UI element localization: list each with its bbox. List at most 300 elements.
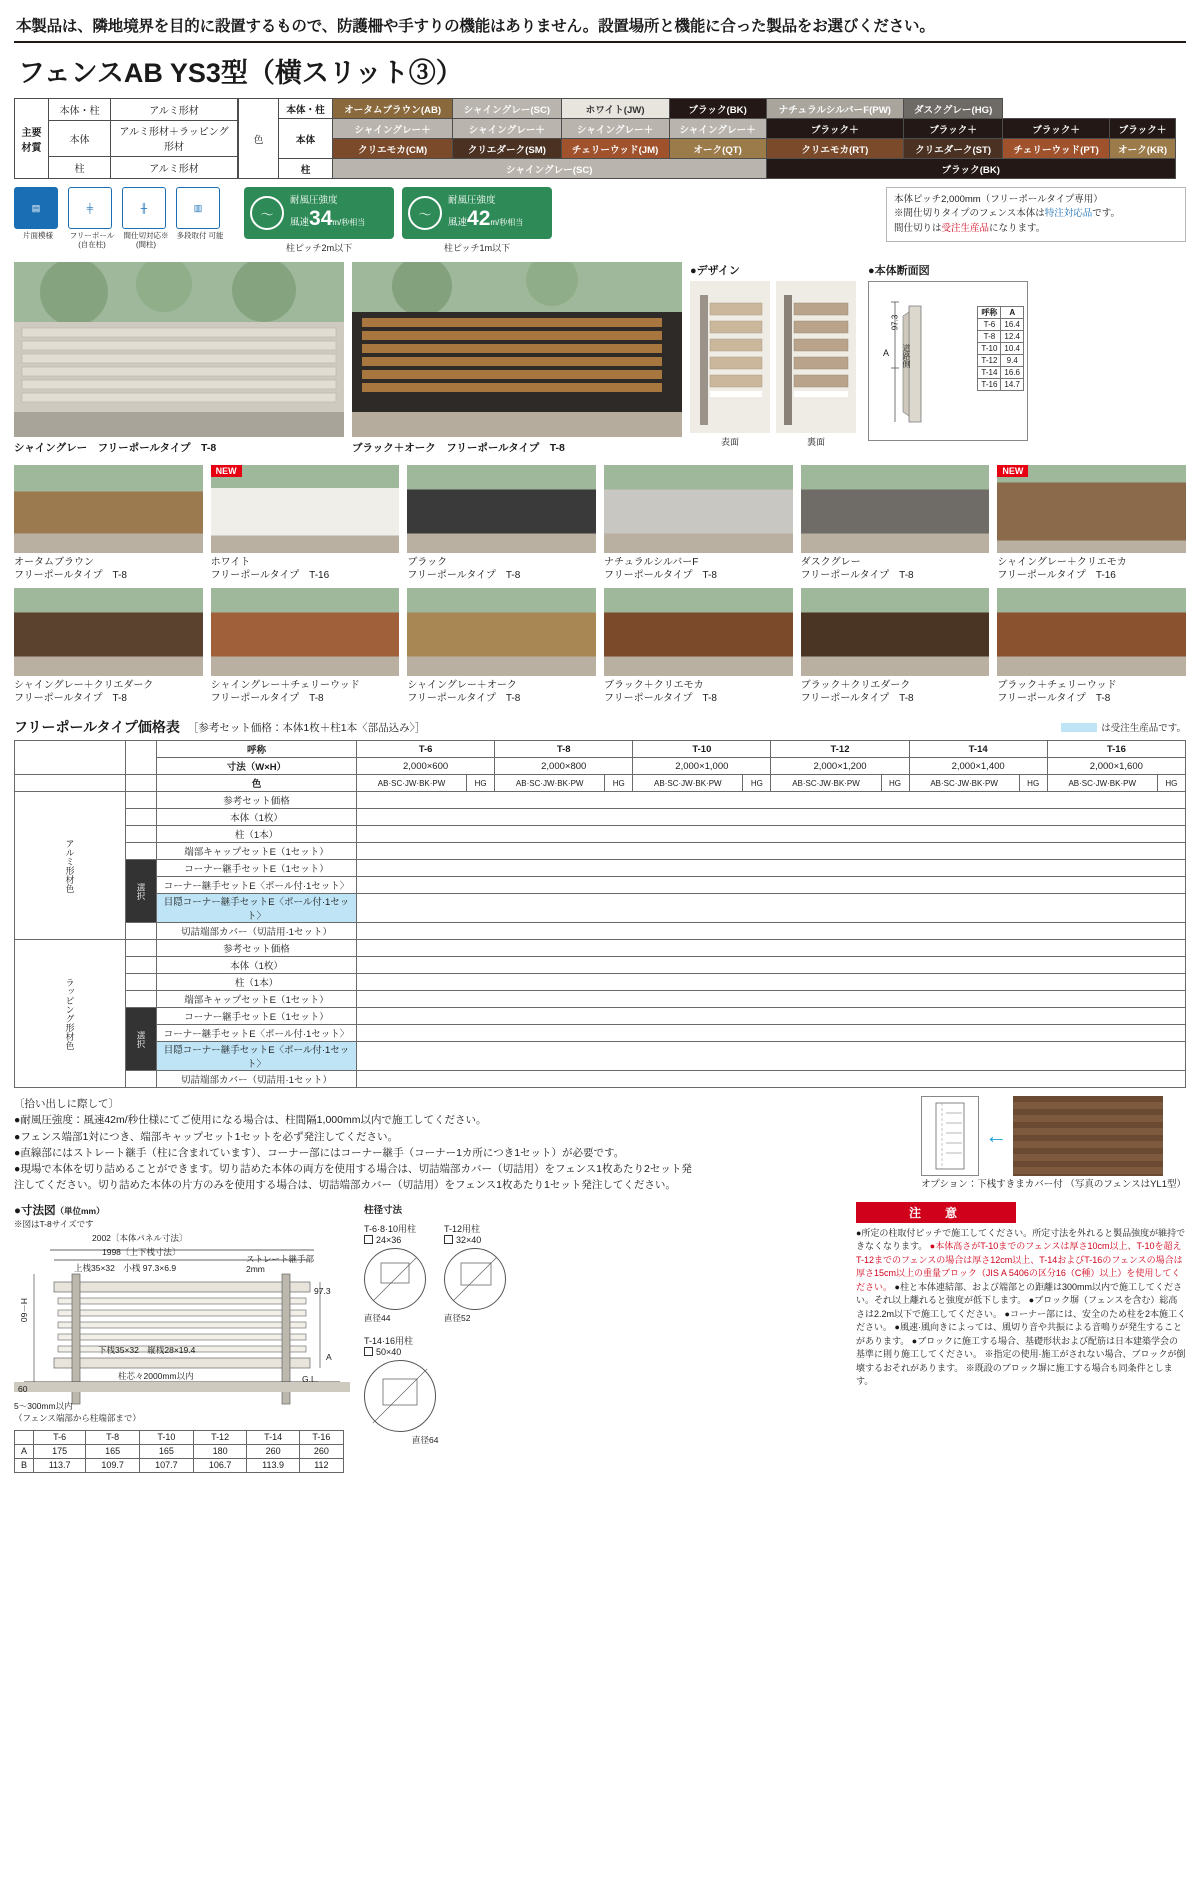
variation-name-4: ダスクグレー — [800, 557, 861, 568]
post-col — [364, 1202, 634, 1473]
post-circle-svg-2 — [365, 1361, 435, 1431]
post-size-2: 50×40 — [376, 1346, 402, 1357]
price-col-head-4: T-12 — [771, 741, 909, 758]
color-swatch-hg: ダスクグレー(HG) — [904, 99, 1003, 119]
variation-cell-2 — [407, 465, 596, 582]
variation-name-10: ブラック＋クリエダーク — [800, 680, 911, 691]
option-drawing-svg — [922, 1097, 978, 1175]
body-top-1: シャイングレー＋ — [453, 119, 561, 139]
post-label-2: T-14·16用柱 — [364, 1335, 414, 1346]
variation-image-2 — [407, 465, 596, 553]
dimension-center-label: 柱芯々2000mm以内 — [118, 1370, 194, 1381]
design-back-label: 裏面 — [806, 437, 825, 447]
variation-type-1: フリーポールタイプ T-16 — [210, 570, 330, 581]
caution-item-4: ●コーナー部には、安全のため柱を2本施工ください。 — [856, 1308, 1186, 1333]
section-table — [977, 306, 1024, 391]
option-col — [921, 1096, 1186, 1194]
post-row-1 — [364, 1334, 634, 1446]
price-sub-r1: HG — [605, 775, 633, 792]
new-badge-1: NEW — [211, 465, 242, 477]
wind-col-1 — [402, 187, 552, 254]
variation-cell-9 — [604, 588, 793, 705]
body-bottom-7: オーク(KR) — [1110, 139, 1176, 159]
price-g1-row-7: 切詰端部カバー（切詰用·1セット） — [157, 923, 357, 940]
price-g2-blank-7 — [126, 1071, 157, 1088]
dimension-depth2-label: （フェンス端部から柱端部まで） — [14, 1412, 141, 1423]
dimension-upper-label: 上桟35×32 小桟 97.3×6.9 — [74, 1262, 177, 1273]
post-square-icon-2 — [364, 1347, 373, 1356]
variation-image-6 — [14, 588, 203, 676]
color-row-head-0: 本体・柱 — [279, 99, 333, 119]
dim-r0c5: 260 — [247, 1444, 299, 1458]
variation-cell-5 — [997, 465, 1186, 582]
feature-icon-3 — [176, 187, 224, 249]
variation-name-9: ブラック＋クリエモカ — [604, 680, 704, 691]
price-g2-vals-0 — [357, 940, 1186, 957]
option-photo — [1013, 1096, 1163, 1176]
price-sub-l2: AB·SC·JW·BK·PW — [633, 775, 743, 792]
section-r3c0: T-12 — [978, 355, 1001, 367]
price-g1-row-5: コーナー継手セットE〈ポール付·1セット〉 — [157, 877, 357, 894]
variation-cell-3 — [604, 465, 793, 582]
hero-item-1 — [352, 262, 682, 455]
price-col-head-5: T-14 — [909, 741, 1047, 758]
price-sub-r4: HG — [1019, 775, 1047, 792]
design-back-image — [776, 281, 856, 433]
price-g1-blank-0 — [126, 792, 157, 809]
wind-badge-1 — [402, 187, 552, 239]
legend-swatch — [1061, 723, 1097, 732]
section-r5c0: T-16 — [978, 379, 1001, 391]
dimension-inner-label: 1998〔上下桟寸法〕 — [102, 1246, 181, 1257]
dim-th-3: T-10 — [140, 1430, 194, 1444]
section-th-0: 呼称 — [978, 307, 1001, 319]
variation-type-0: フリーポールタイプ T-8 — [14, 570, 127, 581]
section-col — [868, 262, 1028, 441]
price-col-head-2: T-8 — [495, 741, 633, 758]
dimension-h-label: H－60 — [19, 1297, 29, 1322]
caution-head: 注 意 — [856, 1202, 1016, 1223]
section-figure — [868, 281, 1028, 441]
price-corner-1 — [15, 741, 126, 775]
price-g1-vals-5 — [357, 877, 1186, 894]
price-g2-vals-6 — [357, 1042, 1186, 1071]
price-g2-blank-0 — [126, 940, 157, 957]
price-g1-row-4: コーナー継手セットE（1セット） — [157, 860, 357, 877]
dimension-right-dim: 97.3 — [314, 1285, 331, 1296]
dimension-gl-label: G.L. — [302, 1373, 319, 1384]
variation-name-5: シャイングレー＋クリエモカ — [997, 557, 1127, 568]
price-g1-vals-0 — [357, 792, 1186, 809]
body-bottom-3: オーク(QT) — [669, 139, 766, 159]
post-color-left: シャイングレー(SC) — [333, 159, 767, 179]
body-bottom-2: チェリーウッド(JM) — [561, 139, 669, 159]
section-a-label: A — [883, 348, 890, 358]
price-g1-blank-7 — [126, 923, 157, 940]
price-table — [14, 740, 1186, 1088]
price-size-5: 2,000×1,600 — [1047, 758, 1185, 775]
feature-icon-1 — [68, 187, 116, 249]
variation-type-8: フリーポールタイプ T-8 — [407, 693, 521, 704]
variation-image-4 — [801, 465, 990, 553]
price-g2-select: 選択 — [126, 1008, 157, 1071]
legend-text: は受注生産品です。 — [1101, 723, 1186, 734]
post-dia-1: 直径52 — [444, 1312, 471, 1323]
price-g1-blank-3 — [126, 843, 157, 860]
dim-r0c4: 180 — [193, 1444, 247, 1458]
color-label: 色 — [239, 99, 279, 179]
price-sub-r3: HG — [881, 775, 909, 792]
price-size-4: 2,000×1,400 — [909, 758, 1047, 775]
partition-icon: ╫ — [122, 187, 166, 229]
option-photo-svg — [1013, 1096, 1163, 1176]
variation-type-3: フリーポールタイプ T-8 — [604, 570, 717, 581]
price-g2-blank-2 — [126, 974, 157, 991]
option-images — [921, 1096, 1186, 1176]
post-dia-0: 直径44 — [364, 1312, 391, 1323]
caution-item-7: ※指定の使用·施工がされない場合、ブロックが倒壊するおそれがあります。 — [856, 1349, 1186, 1373]
price-g2-vals-3 — [357, 991, 1186, 1008]
caution-body — [856, 1227, 1186, 1389]
dim-r1c1: 113.7 — [33, 1458, 85, 1472]
price-g2-row-1: 本体（1枚） — [157, 957, 357, 974]
dimension-drawing — [14, 1234, 354, 1424]
price-g1-blank-1 — [126, 809, 157, 826]
price-sub-l1: AB·SC·JW·BK·PW — [495, 775, 605, 792]
section-head: ●本体断面図 — [868, 265, 930, 277]
dimension-unit: （単位mm） — [55, 1205, 105, 1216]
variation-image-10 — [801, 588, 990, 676]
dim-r1c2: 109.7 — [86, 1458, 140, 1472]
price-group-1: アルミ形材色 — [15, 792, 126, 940]
price-sub-r0: HG — [467, 775, 495, 792]
spec-tables — [14, 98, 1186, 179]
color-row-head-1: 本体 — [279, 119, 333, 159]
wind-label-1: 耐風圧強度 — [448, 194, 496, 206]
hero-photo-svg-0 — [14, 262, 344, 437]
variation-name-8: シャイングレー＋オーク — [407, 680, 517, 691]
bullets-wrap — [14, 1096, 1186, 1194]
price-g2-vals-5 — [357, 1025, 1186, 1042]
post-square-icon-1 — [444, 1235, 453, 1244]
wind-resistance-group — [244, 187, 552, 254]
material-row-head-2: 柱 — [49, 156, 111, 178]
dim-r1c6: 112 — [299, 1458, 343, 1472]
pickup-bullets — [14, 1096, 694, 1194]
dimension-col — [14, 1202, 354, 1473]
wind-unit-0: m/秒 — [332, 218, 350, 228]
variation-name-6: シャイングレー＋クリエダーク — [14, 680, 154, 691]
wind-label-0: 耐風圧強度 — [290, 194, 338, 206]
option-caption: オプション：下桟すきまカバー付 （写真のフェンスはYL1型） — [921, 1179, 1186, 1190]
dim-r0c3: 165 — [140, 1444, 194, 1458]
body-top-6: ブラック＋ — [1003, 119, 1110, 139]
new-badge-5: NEW — [997, 465, 1028, 477]
variation-name-0: オータムブラウン — [14, 557, 94, 568]
dim-th-6: T-16 — [299, 1430, 343, 1444]
price-legend — [1061, 720, 1186, 734]
post-circle-svg-0 — [365, 1249, 425, 1309]
one-side-pattern-icon: ▤ — [14, 187, 58, 229]
hero-photo-svg-1 — [352, 262, 682, 437]
post-square-icon-0 — [364, 1235, 373, 1244]
design-back-svg — [776, 281, 856, 433]
design-front-svg — [690, 281, 770, 433]
variation-type-9: フリーポールタイプ T-8 — [604, 693, 717, 704]
option-drawing — [921, 1096, 979, 1176]
section-th-1: A — [1001, 307, 1024, 319]
post-circle-1 — [444, 1248, 506, 1310]
body-bottom-5: クリエダーク(ST) — [904, 139, 1003, 159]
price-sub-l4: AB·SC·JW·BK·PW — [909, 775, 1019, 792]
price-g1-row-1: 本体（1枚） — [157, 809, 357, 826]
hero-caption-1: ブラック＋オーク フリーポールタイプ T-8 — [352, 442, 565, 454]
variation-image-11 — [997, 588, 1186, 676]
body-bottom-1: クリエダーク(SM) — [453, 139, 561, 159]
variation-type-4: フリーポールタイプ T-8 — [800, 570, 914, 581]
body-bottom-6: チェリーウッド(PT) — [1003, 139, 1110, 159]
price-title: フリーポールタイプ価格表 — [14, 719, 180, 735]
wind-icon-0: 〜 — [250, 196, 284, 230]
hero-photo-shinegray — [14, 262, 344, 437]
dim-th-0 — [15, 1430, 34, 1444]
price-g2-row-3: 端部キャップセットE（1セット） — [157, 991, 357, 1008]
material-label: 主要材質 — [15, 99, 49, 179]
section-r1c0: T-8 — [978, 331, 1001, 343]
variation-cell-8 — [407, 588, 596, 705]
multi-step-icon: ▥ — [176, 187, 220, 229]
feature-icon-caption-1: フリーポール (自在柱) — [69, 231, 115, 249]
price-sub-r2: HG — [743, 775, 771, 792]
price-g1-vals-4 — [357, 860, 1186, 877]
wind-sub-0: 柱ピッチ2m以下 — [285, 243, 353, 253]
variation-name-3: ナチュラルシルバーF — [604, 557, 699, 568]
price-g2-vals-1 — [357, 957, 1186, 974]
bullets-head: 〔拾い出しに際して〕 — [14, 1098, 119, 1110]
price-corner-2 — [126, 741, 157, 775]
price-g1-row-0: 参考セット価格 — [157, 792, 357, 809]
price-g2-vals-4 — [357, 1008, 1186, 1025]
price-size-2: 2,000×1,000 — [633, 758, 771, 775]
wind-unit-1: m/秒 — [490, 218, 508, 228]
variation-type-7: フリーポールタイプ T-8 — [210, 693, 324, 704]
section-r3c1: 9.4 — [1001, 355, 1024, 367]
body-top-4: ブラック＋ — [766, 119, 904, 139]
caution-item-3: ●ブロック塀（フェンスを含む）総高さは2.2m以下で施工してください。 — [856, 1295, 1178, 1319]
post-circle-2 — [364, 1360, 436, 1432]
wind-prefix-1: 風速 — [448, 217, 468, 229]
design-head: ●デザイン — [690, 265, 740, 277]
pitch-note-line-2: 間仕切りは受注生産品になります。 — [894, 222, 1046, 234]
variation-image-0 — [14, 465, 203, 553]
design-front-image — [690, 281, 770, 433]
wind-prefix-0: 風速 — [290, 217, 310, 229]
hero-caption-0: シャイングレー フリーポールタイプ T-8 — [14, 442, 217, 454]
caution-item-2: ●柱と本体連結部、および端部との距離は300mm以内で施工してください。それ以上離れると強度が低下します。 — [856, 1281, 1182, 1306]
color-swatch-ab: オータムブラウン(AB) — [333, 99, 453, 119]
dimension-joint-text: ストレート継手部 — [246, 1253, 315, 1264]
price-g1-blank-2 — [126, 826, 157, 843]
price-g2-blank-1 — [126, 957, 157, 974]
dim-r1c4: 106.7 — [193, 1458, 247, 1472]
price-g1-row-2: 柱（1本） — [157, 826, 357, 843]
body-top-5: ブラック＋ — [904, 119, 1003, 139]
dimension-joint-label — [246, 1254, 324, 1274]
caution-item-8: ※既設のブロック塀に施工する場合も同条件とします。 — [856, 1362, 1173, 1387]
section-r5c1: 14.7 — [1001, 379, 1024, 391]
caution-item-1: ●本体高さがT-10までのフェンスは厚さ10cm以上、T-10を超えT-12までのフェンスの場合は厚さ12cm以上、T-14およびT-16のフェンスの場合は厚さ15cm以上の重量ブロック（JIS A 5406の区分16（C種）以上）を使用してください。 — [856, 1241, 1183, 1292]
body-top-0: シャイングレー＋ — [333, 119, 453, 139]
variation-grid — [14, 465, 1186, 705]
feature-icon-caption-0: 片面模様 — [23, 231, 53, 240]
pitch-note-line-0: 本体ピッチ2,000mm（フリーポールタイプ専用） — [894, 194, 1103, 205]
dim-r0c1: 175 — [33, 1444, 85, 1458]
arrow-icon: ← — [985, 1123, 1008, 1148]
price-g2-vals-2 — [357, 974, 1186, 991]
variation-name-11: ブラック＋チェリーウッド — [997, 680, 1117, 691]
post-item-0 — [364, 1222, 426, 1324]
post-size-0: 24×36 — [376, 1234, 402, 1245]
hero-item-0 — [14, 262, 344, 455]
variation-cell-10 — [801, 588, 990, 705]
bullet-1: ●フェンス端部1対につき、端部キャップセット1セットを必ず発注してください。 — [14, 1130, 398, 1143]
post-dia-2: 直径64 — [412, 1434, 439, 1445]
price-g2-row-6: 目隠コーナー継手セットE〈ポール付·1セット〉 — [157, 1042, 357, 1071]
feature-icon-caption-3: 多段取付 可能 — [176, 231, 224, 240]
bullet-0: ●耐風圧強度：風速42m/秒仕様にてご使用になる場合は、柱間隔1,000mm以内で施工してください。 — [14, 1114, 487, 1127]
post-circle-0 — [364, 1248, 426, 1310]
variation-image-7 — [211, 588, 400, 676]
bottom-section — [14, 1202, 1186, 1473]
free-pole-icon: ╪ — [68, 187, 112, 229]
dim-th-2: T-8 — [86, 1430, 140, 1444]
body-bottom-4: クリエモカ(RT) — [766, 139, 904, 159]
price-g1-vals-6 — [357, 894, 1186, 923]
price-header — [14, 717, 1186, 737]
dimension-head: ●寸法図 — [14, 1204, 56, 1217]
price-color-corner2 — [126, 775, 157, 792]
design-col — [690, 262, 860, 448]
bullet-3: ●現場で本体を切り詰めることができます。切り詰めた本体の両方を使用する場合は、切詰端部カバー（切詰用）をフェンス1枚あたり2セット発注してください。切り詰めた本体の片方のみを使用する場合は、切詰端部カバー（切詰用）をフェンス1枚あたり1セット発注してください。 — [14, 1163, 692, 1192]
price-g1-vals-2 — [357, 826, 1186, 843]
price-subtitle: ［参考セット価格：本体1枚＋柱1本〈部品込み〉］ — [187, 721, 426, 734]
price-col-head-0: 呼称 — [157, 741, 357, 758]
material-row-val-2: アルミ形材 — [111, 156, 238, 178]
dim-r0c6: 260 — [299, 1444, 343, 1458]
price-g1-vals-3 — [357, 843, 1186, 860]
variation-type-5: フリーポールタイプ T-16 — [997, 570, 1116, 581]
price-g2-row-0: 参考セット価格 — [157, 940, 357, 957]
price-color-label: 色 — [157, 775, 357, 792]
section-r4c0: T-14 — [978, 367, 1001, 379]
dimension-a-mark: A — [326, 1351, 332, 1362]
post-size-1: 32×40 — [456, 1234, 482, 1245]
pitch-note — [886, 187, 1186, 242]
wind-speed-1: 42 — [467, 207, 491, 231]
price-g1-row-6: 目隠コーナー継手セットE〈ポール付·1セット〉 — [157, 894, 357, 923]
color-swatch-jw: ホワイト(JW) — [561, 99, 669, 119]
price-color-corner — [15, 775, 126, 792]
price-g2-row-2: 柱（1本） — [157, 974, 357, 991]
wind-badge-0 — [244, 187, 394, 239]
section-dim-label: 97.3 — [890, 314, 900, 331]
variation-image-8 — [407, 588, 596, 676]
post-item-1 — [444, 1222, 506, 1324]
price-col-head-6: T-16 — [1047, 741, 1185, 758]
wind-speed-0: 34 — [309, 207, 333, 231]
price-sub-l0: AB·SC·JW·BK·PW — [357, 775, 467, 792]
price-g2-row-4: コーナー継手セットE（1セット） — [157, 1008, 357, 1025]
hero-row — [14, 262, 1186, 455]
design-front — [690, 281, 770, 448]
wind-text-0 — [290, 195, 365, 232]
feature-icon-2 — [122, 187, 170, 249]
price-g2-vals-7 — [357, 1071, 1186, 1088]
section-r0c0: T-6 — [978, 319, 1001, 331]
dimension-joint2-text: 2mm — [246, 1263, 265, 1274]
dim-r1c3: 107.7 — [140, 1458, 194, 1472]
dim-r0c0: A — [15, 1444, 34, 1458]
variation-name-7: シャイングレー＋チェリーウッド — [210, 680, 360, 691]
dimension-panel-label: 2002〔本体パネル寸法〕 — [92, 1232, 188, 1243]
variation-type-10: フリーポールタイプ T-8 — [800, 693, 914, 704]
caution-item-0: ●所定の柱取付ピッチで施工してください。所定寸法を外れると製品強度が維持できなくなります。 — [856, 1227, 1186, 1252]
caution-item-6: ●ブロックに施工する場合、基礎形状および配筋は日本建築学会の基準に則り施工してください。 — [856, 1335, 1179, 1360]
material-row-head-0: 本体・柱 — [49, 99, 111, 121]
price-sub-l3: AB·SC·JW·BK·PW — [771, 775, 881, 792]
bullet-2: ●直線部にはストレート継手（柱に含まれています）、コーナー部にはコーナー継手（コーナー1カ所につき1セット）が必要です。 — [14, 1146, 625, 1159]
body-bottom-0: クリエモカ(CM) — [333, 139, 453, 159]
header-divider — [14, 41, 1186, 43]
price-group-2: ラッピング形材色 — [15, 940, 126, 1088]
dim-th-5: T-14 — [247, 1430, 299, 1444]
post-row-0 — [364, 1222, 634, 1324]
wind-icon-1: 〜 — [408, 196, 442, 230]
dim-th-4: T-12 — [193, 1430, 247, 1444]
price-g1-vals-1 — [357, 809, 1186, 826]
section-r4c1: 16.6 — [1001, 367, 1024, 379]
price-g2-blank-3 — [126, 991, 157, 1008]
variation-name-1: ホワイト — [210, 557, 251, 568]
post-label-1: T-12用柱 — [444, 1223, 481, 1234]
color-swatch-sc: シャイングレー(SC) — [453, 99, 561, 119]
body-top-2: シャイングレー＋ — [561, 119, 669, 139]
dimension-note: ※図はT-8サイズです — [14, 1218, 94, 1229]
price-g1-select: 選択 — [126, 860, 157, 923]
price-size-1: 2,000×800 — [495, 758, 633, 775]
design-images — [690, 281, 860, 448]
price-col-head-1: T-6 — [357, 741, 495, 758]
section-road-label: 道路側 — [902, 344, 911, 368]
section-r2c0: T-10 — [978, 343, 1001, 355]
post-label-0: T-6·8·10用柱 — [364, 1223, 417, 1234]
section-r0c1: 16.4 — [1001, 319, 1024, 331]
variation-cell-0 — [14, 465, 203, 582]
price-sub-l5: AB·SC·JW·BK·PW — [1047, 775, 1157, 792]
design-back — [776, 281, 856, 448]
price-g2-row-7: 切詰端部カバー（切詰用·1セット） — [157, 1071, 357, 1088]
wind-sub-1: 柱ピッチ1m以下 — [443, 243, 511, 253]
wind-unit2-1: 相当 — [507, 218, 524, 228]
wind-unit2-0: 相当 — [349, 218, 366, 228]
material-table — [14, 98, 238, 179]
wind-col-0 — [244, 187, 394, 254]
feature-icon-0 — [14, 187, 62, 249]
page-title: フェンスAB YS3型（横スリット③） — [18, 58, 463, 88]
body-top-3: シャイングレー＋ — [669, 119, 766, 139]
dim-r0c2: 165 — [86, 1444, 140, 1458]
variation-name-2: ブラック — [407, 557, 448, 568]
